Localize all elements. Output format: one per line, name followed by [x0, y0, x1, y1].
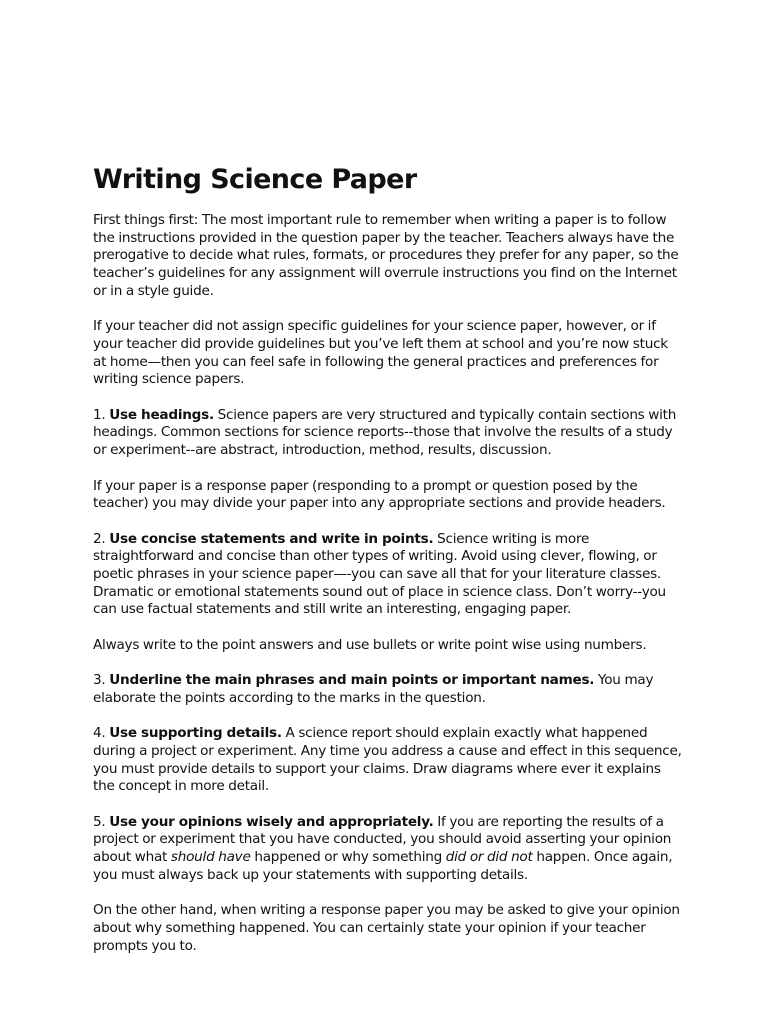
tip-1-paragraph — [93, 407, 683, 460]
tip-2-number: 2. — [93, 530, 110, 547]
tip-1-number: 1. — [93, 406, 110, 423]
tip-5-paragraph — [93, 814, 683, 885]
document-page — [93, 162, 683, 973]
tip-4-number: 4. — [93, 725, 110, 742]
tip-3-text: You may elaborate the points according to the marks in the question. — [93, 672, 654, 706]
closing-paragraph: On the other hand, when writing a response paper you may be asked to give your opinion about why something happened. You can certainly state your opinion if your teacher prompts you to. — [93, 902, 680, 954]
intro-paragraph: First things first: The most important rule to remember when writing a paper is to follow the instructions provided in the question paper by the teacher. Teachers always have the prerogative to decide what rules, formats, or procedures they prefer for any paper, so the teacher’s guidelines for any assignment will overrule instructions you find on the Internet or in a style guide. — [93, 212, 679, 299]
point-answers-paragraph: Always write to the point answers and use bullets or write point wise using numbers. — [93, 636, 647, 653]
tip-3-number: 3. — [93, 672, 110, 689]
tip-5-italic-a: should have — [170, 849, 251, 866]
tip-4-heading: Use supporting details. — [109, 725, 282, 742]
response-paper-paragraph: If your paper is a response paper (responding to a prompt or question posed by the teacher) you may divide your paper into any appropriate sections and provide headers. — [93, 477, 666, 512]
tip-5-italic-b: did or did not — [445, 849, 533, 866]
tip-5-number: 5. — [93, 813, 110, 830]
tip-5-text-b: happened or why something — [250, 849, 446, 866]
tip-2-text: Science writing is more straightforward and concise than other types of writing. Avoid using clever, flowing, or poetic phrases in your science paper—-you can save all that for your literature classes. Dramatic or emotional statements sound out of place in science class. Don’t worry--you can use factual statements and still write an interesting, engaging paper. — [93, 530, 666, 618]
tip-1-heading: Use headings. — [109, 406, 214, 423]
tip-2-heading: Use concise statements and write in points. — [109, 530, 434, 547]
tip-5-text-c: happen. Once again, you must always back up your statements with supporting details. — [93, 849, 673, 883]
tip-3-paragraph — [93, 672, 683, 707]
tip-2-paragraph — [93, 531, 683, 620]
guidelines-paragraph: If your teacher did not assign specific guidelines for your science paper, however, or if your teacher did provide guidelines but you’ve left them at school and you’re now stuck at home—then you can feel safe in following the general practices and preferences for writing science papers. — [93, 318, 668, 388]
page-title: Writing Science Paper — [93, 164, 417, 195]
tip-4-paragraph — [93, 725, 683, 796]
tip-3-heading: Underline the main phrases and main points or important names. — [109, 672, 595, 689]
tip-5-heading: Use your opinions wisely and appropriately. — [109, 813, 434, 830]
tip-1-text: Science papers are very structured and typically contain sections with headings. Common sections for science reports--those that involve the results of a study or experiment--are abstract, introduction, method, results, discussion. — [93, 406, 677, 459]
tip-5-text-a: If you are reporting the results of a project or experiment that you have conducted, you should avoid asserting your opinion about what — [93, 813, 672, 866]
tip-4-text: A science report should explain exactly what happened during a project or experiment. Any time you address a cause and effect in this sequence, you must provide details to support your claims. Draw diagrams where ever it explains the concept in more detail. — [93, 725, 682, 795]
